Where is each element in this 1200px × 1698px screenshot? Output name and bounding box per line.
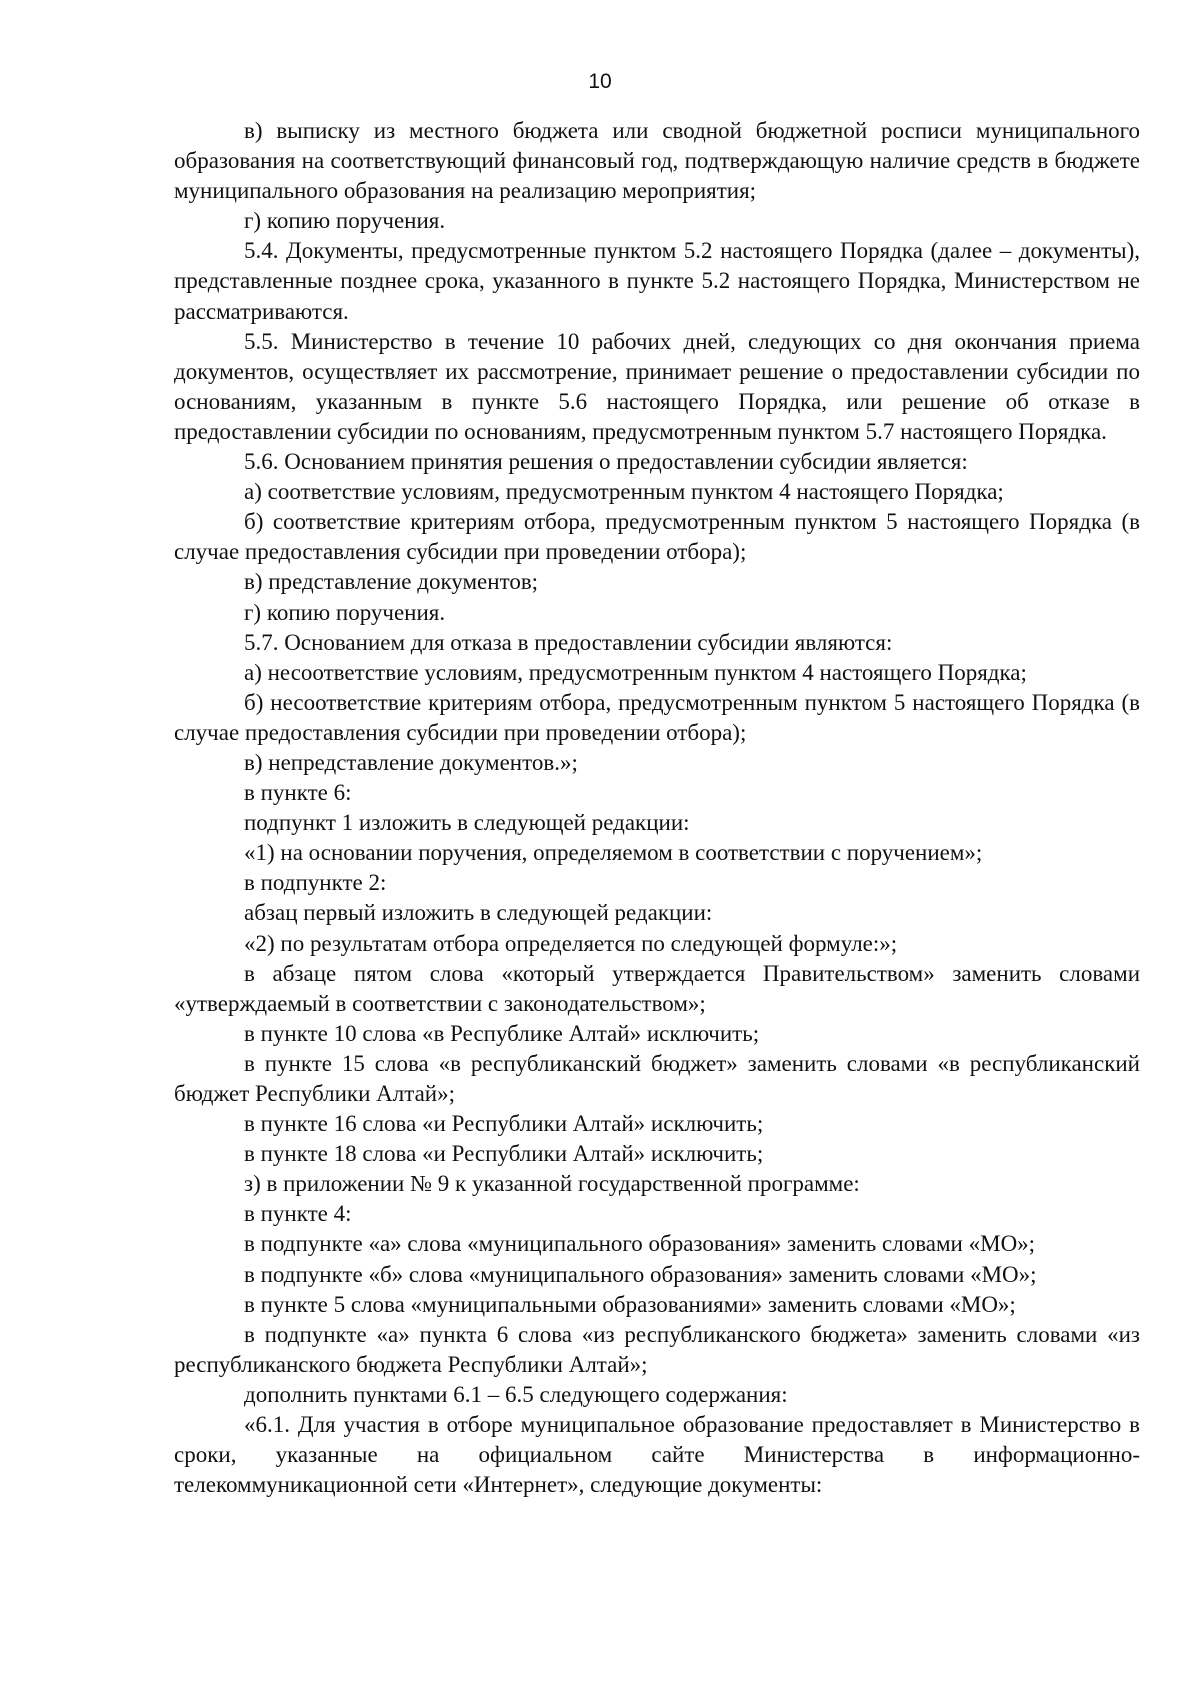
paragraph: б) соответствие критериям отбора, предусмотренным пунктом 5 настоящего Порядка (в случае предоставления субсидии при проведении отбора); — [174, 509, 1140, 565]
paragraph: в подпункте «б» слова «муниципального образования» заменить словами «МО»; — [244, 1261, 1037, 1287]
paragraph: в подпункте «а» слова «муниципального образования» заменить словами «МО»; — [244, 1231, 1036, 1257]
paragraph: в пункте 15 слова «в республиканский бюджет» заменить словами «в республиканский бюджет Республики Алтай»; — [174, 1050, 1140, 1106]
paragraph: 5.4. Документы, предусмотренные пунктом 5.2 настоящего Порядка (далее – документы), представленные позднее срока, указанного в пункте 5.2 настоящего Порядка, Министерством не рассматриваются. — [174, 238, 1140, 324]
paragraph: в) выписку из местного бюджета или сводной бюджетной росписи муниципального образования на соответствующий финансовый год, подтверждающую наличие средств в бюджете муниципального образования на реализацию мероприятия; — [174, 118, 1140, 204]
paragraph: «6.1. Для участия в отборе муниципальное образование предоставляет в Министерство в сроки, указанные на официальном сайте Министерства в информационно- телекоммуникационной сети «Интернет», следующие документы: — [174, 1412, 1140, 1498]
paragraph: б) несоответствие критериям отбора, предусмотренным пунктом 5 настоящего Порядка (в случае предоставления субсидии при проведении отбора); — [174, 689, 1140, 745]
paragraph: подпункт 1 изложить в следующей редакции: — [244, 810, 690, 836]
paragraph: з) в приложении № 9 к указанной государственной программе: — [244, 1171, 860, 1197]
paragraph: в) представление документов; — [244, 569, 539, 595]
page-number: 10 — [588, 70, 612, 93]
paragraph: «2) по результатам отбора определяется по следующей формуле:»; — [244, 930, 898, 956]
paragraph: а) соответствие условиям, предусмотренным пунктом 4 настоящего Порядка; — [244, 479, 1004, 505]
paragraph: абзац первый изложить в следующей редакции: — [244, 900, 713, 926]
paragraph: в абзаце пятом слова «который утверждается Правительством» заменить словами «утверждаемый в соответствии с законодательством»; — [174, 960, 1140, 1016]
paragraph: в пункте 4: — [244, 1201, 352, 1227]
paragraph: 5.7. Основанием для отказа в предоставлении субсидии являются: — [244, 629, 893, 655]
paragraph: в пункте 10 слова «в Республике Алтай» исключить; — [244, 1020, 760, 1046]
document-body — [174, 116, 1140, 1500]
paragraph: в пункте 5 слова «муниципальными образованиями» заменить словами «МО»; — [244, 1291, 1016, 1317]
paragraph: в пункте 16 слова «и Республики Алтай» исключить; — [244, 1111, 764, 1137]
paragraph: дополнить пунктами 6.1 – 6.5 следующего содержания: — [244, 1381, 788, 1407]
paragraph: г) копию поручения. — [244, 599, 446, 625]
paragraph: в подпункте 2: — [244, 870, 387, 896]
paragraph: 5.5. Министерство в течение 10 рабочих дней, следующих со дня окончания приема документов, осуществляет их рассмотрение, принимает решение о предоставлении субсидии по основаниям, указанным в пункте 5.6 настоящего Порядка, или решение об отказе в предоставлении субсидии по основаниям, предусмотренным пунктом 5.7 настоящего Порядка. — [174, 328, 1140, 444]
paragraph: в пункте 18 слова «и Республики Алтай» исключить; — [244, 1141, 764, 1167]
paragraph: в подпункте «а» пункта 6 слова «из республиканского бюджета» заменить словами «из республиканского бюджета Республики Алтай»; — [174, 1321, 1140, 1377]
paragraph: г) копию поручения. — [244, 208, 446, 234]
paragraph: в) непредставление документов.»; — [244, 749, 578, 775]
paragraph: а) несоответствие условиям, предусмотренным пунктом 4 настоящего Порядка; — [244, 659, 1027, 685]
paragraph: «1) на основании поручения, определяемом в соответствии с поручением»; — [244, 840, 983, 866]
paragraph: в пункте 6: — [244, 780, 352, 806]
paragraph: 5.6. Основанием принятия решения о предоставлении субсидии является: — [244, 449, 968, 475]
